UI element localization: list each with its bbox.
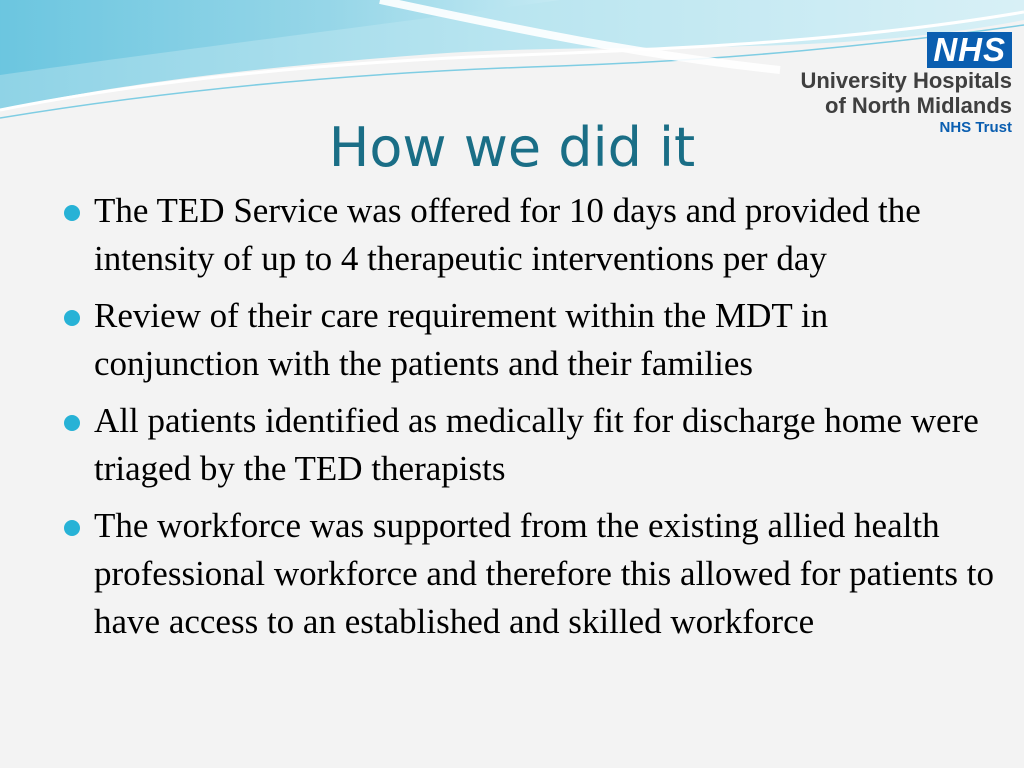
org-name-line-1: University Hospitals <box>800 68 1012 93</box>
slide-title: How we did it <box>328 116 696 179</box>
bullet-item <box>58 187 998 283</box>
bullet-text: All patients identified as medically fit for discharge home were triaged by the TED therapists <box>94 401 979 488</box>
bullet-icon <box>64 205 80 221</box>
bullet-icon <box>64 310 80 326</box>
bullet-item <box>58 397 998 493</box>
bullet-text: The TED Service was offered for 10 days and provided the intensity of up to 4 therapeutic interventions per day <box>94 191 921 278</box>
bullet-item <box>58 292 998 388</box>
bullet-item <box>58 502 998 646</box>
bullet-text: Review of their care requirement within the MDT in conjunction with the patients and their families <box>94 296 829 383</box>
bullet-icon <box>64 415 80 431</box>
bullet-text: The workforce was supported from the existing allied health professional workforce and therefore this allowed for patients to have access to an established and skilled workforce <box>94 506 994 641</box>
org-name-line-2: of North Midlands <box>825 93 1012 118</box>
nhs-badge: NHS <box>927 32 1012 68</box>
trust-label: NHS Trust <box>939 119 1012 136</box>
bullet-list <box>58 187 998 655</box>
bullet-icon <box>64 520 80 536</box>
